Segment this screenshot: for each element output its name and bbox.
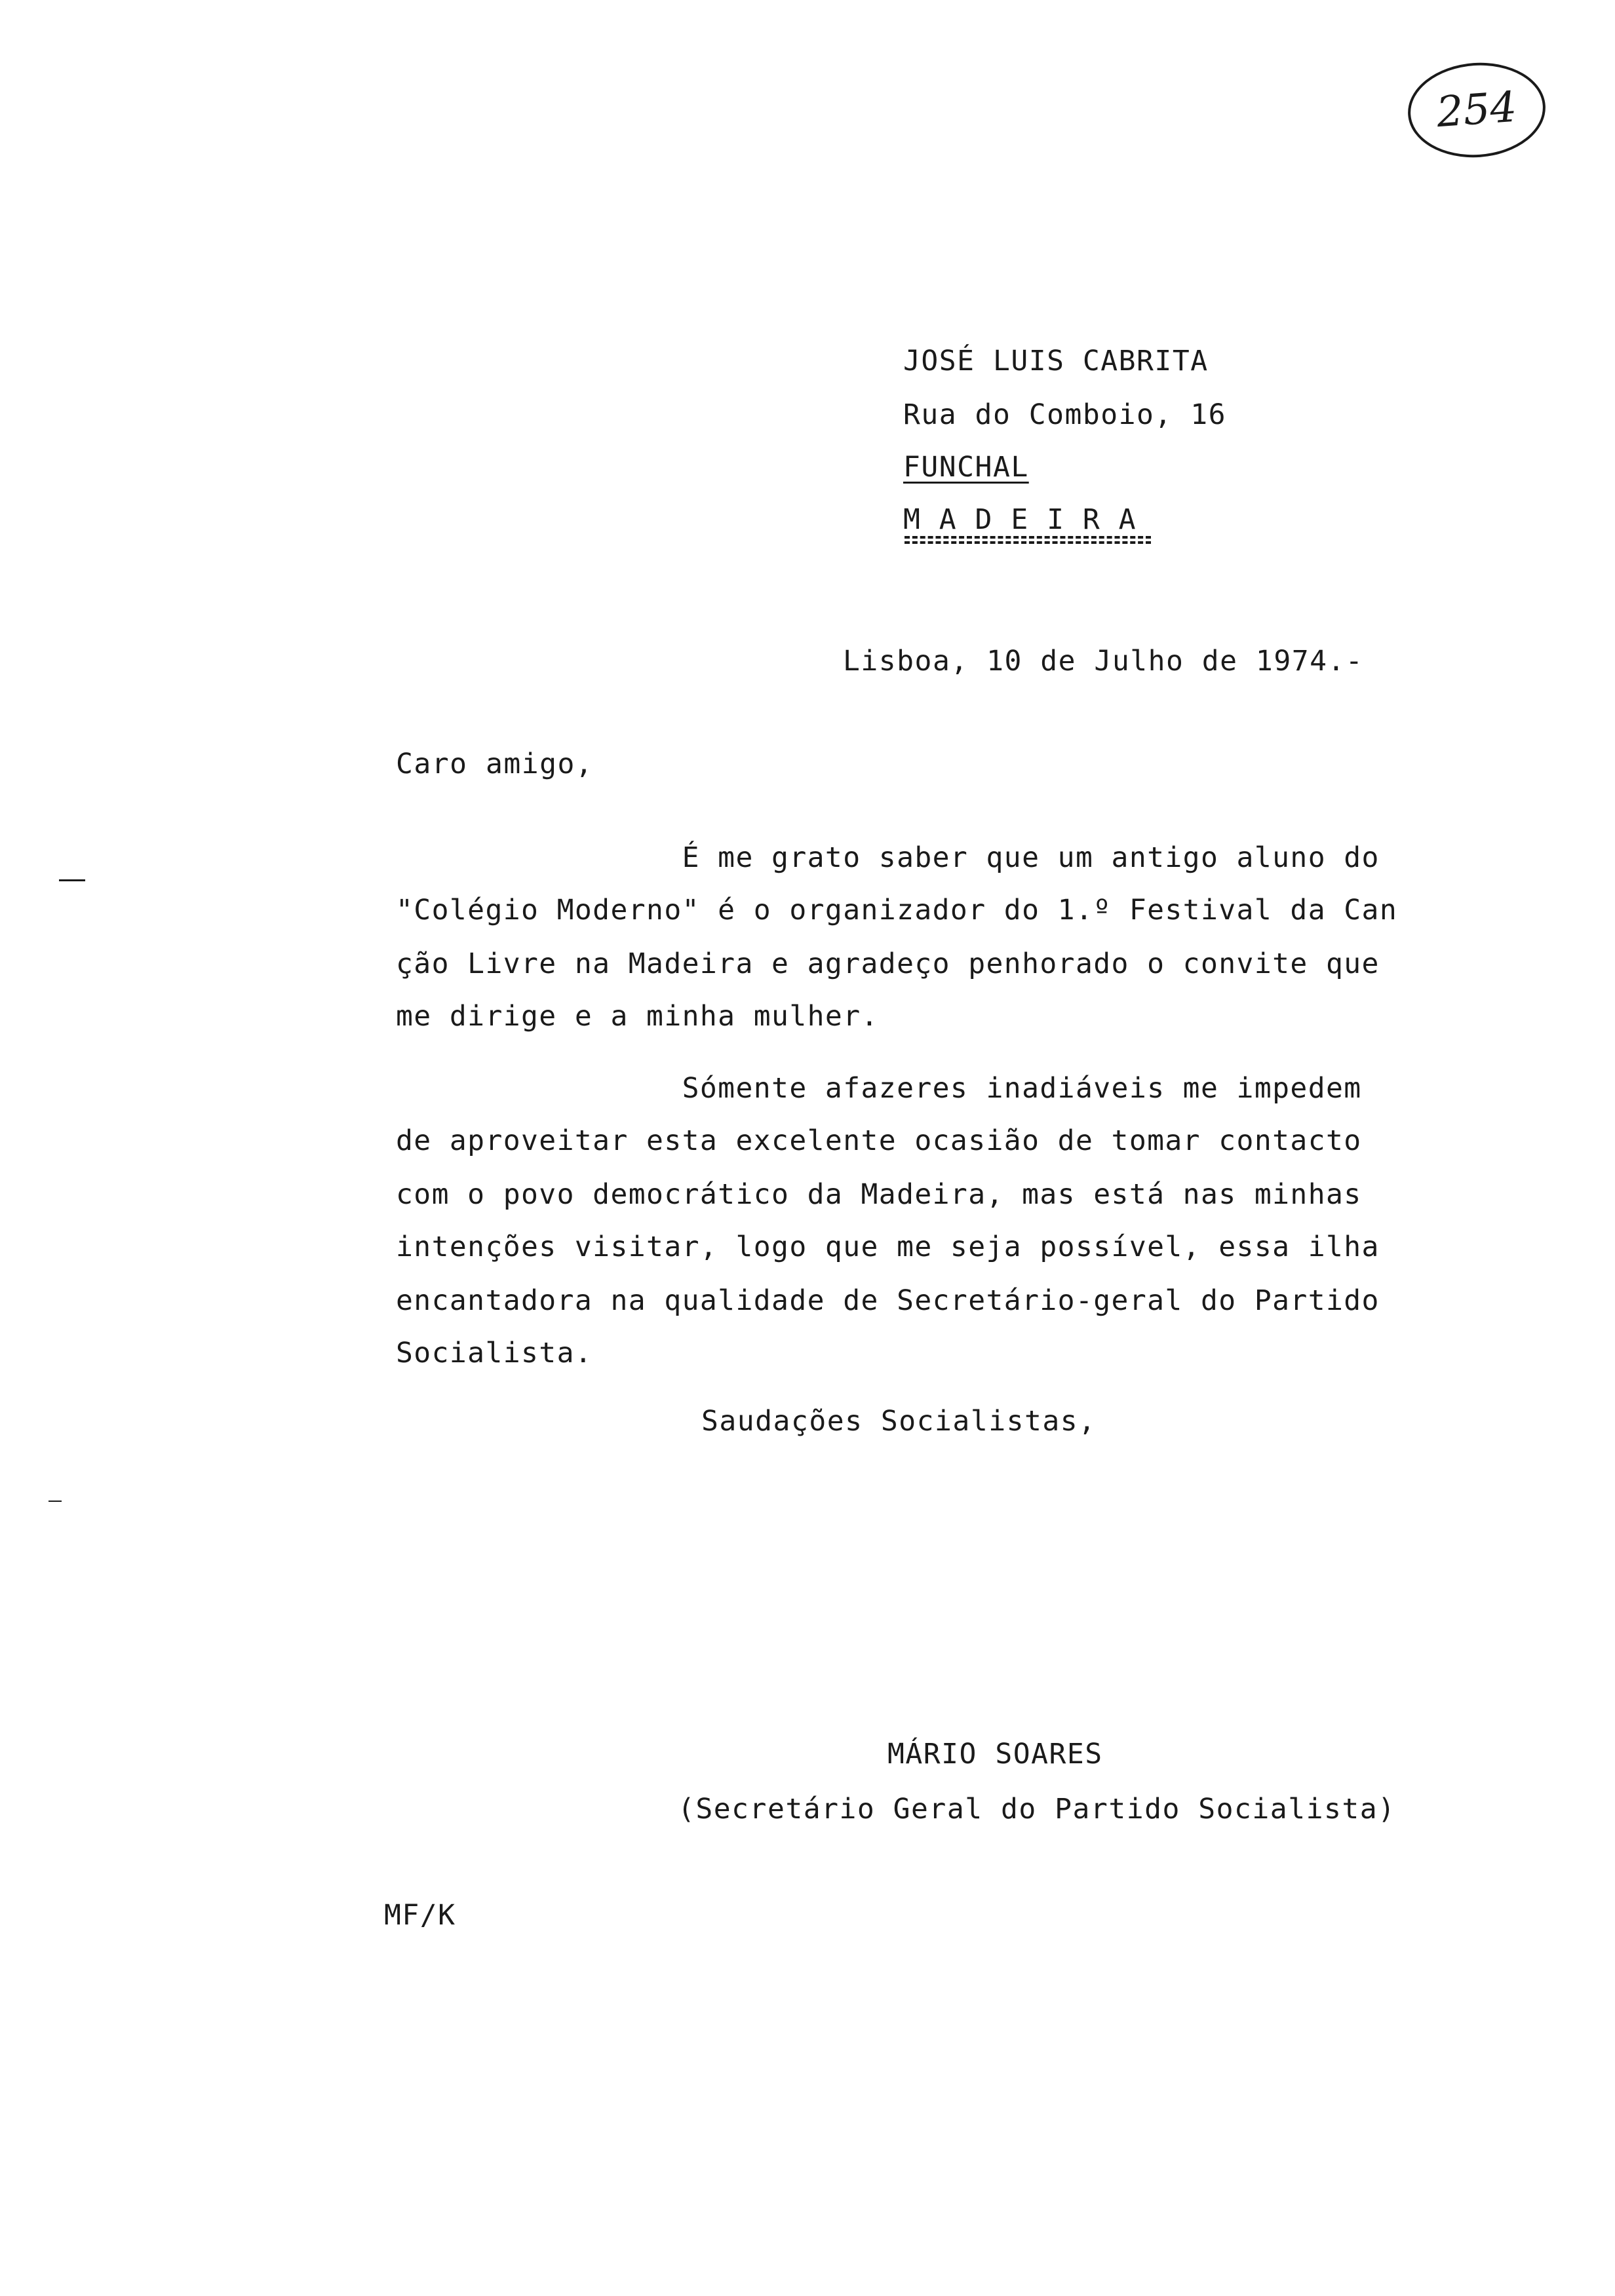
recipient-region: M A D E I R A	[903, 503, 1137, 536]
page-number-text: 254	[1435, 83, 1519, 138]
reference-initials: MF/K	[384, 1899, 456, 1932]
recipient-name: JOSÉ LUIS CABRITA	[903, 345, 1209, 377]
body-line-10: Socialista.	[396, 1337, 593, 1369]
margin-mark	[59, 879, 85, 881]
body-line-7: com o povo democrático da Madeira, mas está nas minhas	[396, 1178, 1362, 1211]
body-line-6: de aproveitar esta excelente ocasião de tomar contacto	[396, 1124, 1362, 1157]
recipient-city: FUNCHAL	[903, 451, 1029, 484]
margin-mark	[49, 1501, 62, 1502]
body-line-2: "Colégio Moderno" é o organizador do 1.º Festival da Can	[396, 894, 1398, 927]
recipient-street: Rua do Comboio, 16	[903, 398, 1226, 431]
region-double-underline	[905, 536, 1151, 544]
place-date: Lisboa, 10 de Julho de 1974.-	[843, 645, 1364, 678]
body-line-1: É me grato saber que um antigo aluno do	[396, 841, 1380, 874]
body-line-4: me dirige e a minha mulher.	[396, 1000, 879, 1033]
body-line-9: encantadora na qualidade de Secretário-geral do Partido	[396, 1284, 1380, 1317]
salutation: Caro amigo,	[396, 748, 594, 780]
closing: Saudações Socialistas,	[701, 1405, 1097, 1438]
body-line-8: intenções visitar, logo que me seja possível, essa ilha	[396, 1231, 1380, 1263]
body-line-5: Sómente afazeres inadiáveis me impedem	[396, 1072, 1362, 1105]
handwritten-page-number	[1405, 58, 1549, 162]
body-line-3: ção Livre na Madeira e agradeço penhorado o convite que	[396, 947, 1380, 980]
signatory-title: (Secretário Geral do Partido Socialista)	[678, 1793, 1396, 1826]
signatory-name: MÁRIO SOARES	[887, 1738, 1103, 1770]
